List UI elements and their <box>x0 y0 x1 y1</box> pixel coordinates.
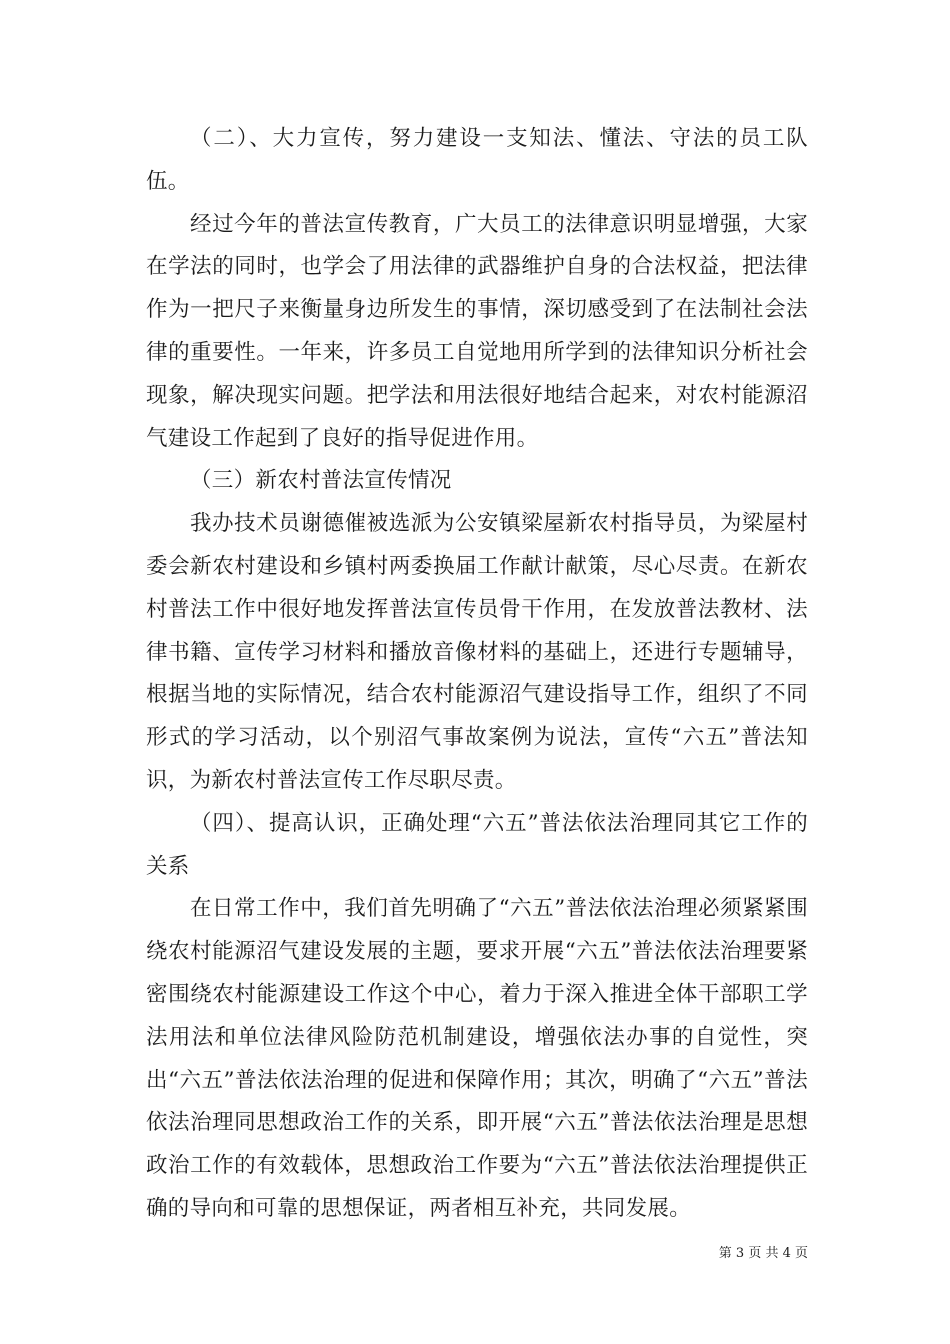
paragraph-daily-work: 在日常工作中，我们首先明确了“六五”普法依法治理必须紧紧围绕农村能源沼气建设发展的主题，要求开展“六五”普法依法治理要紧密围绕农村能源建设工作这个中心，着力于深入推进全体干部职工学法用法和单位法律风险防范机制建设，增强依法办事的自觉性，突出“六五”普法依法治理的促进和保障作用；其次，明确了“六五”普法依法治理同思想政治工作的关系，即开展“六五”普法依法治理是思想政治工作的有效载体，思想政治工作要为“六五”普法依法治理提供正确的导向和可靠的思想保证，两者相互补充，共同发展。 <box>146 896 808 1221</box>
paragraph-legal-awareness: 经过今年的普法宣传教育，广大员工的法律意识明显增强，大家在学法的同时，也学会了用法律的武器维护自身的合法权益，把法律作为一把尺子来衡量身边所发生的事情，深切感受到了在法制社会法律的重要性。一年来，许多员工自觉地用所学到的法律知识分析社会现象，解决现实问题。把学法和用法很好地结合起来，对农村能源沼气建设工作起到了良好的指导促进作用。 <box>146 211 808 451</box>
section-heading-four: （四）、提高认识，正确处理“六五”普法依法治理同其它工作的关系 <box>146 810 808 879</box>
document-body <box>146 118 808 1231</box>
section-heading-two: （二）、大力宣传，努力建设一支知法、懂法、守法的员工队伍。 <box>146 126 808 194</box>
section-heading-three: （三）新农村普法宣传情况 <box>190 468 452 494</box>
page-number-footer: 第 3 页 共 4 页 <box>718 1246 808 1261</box>
paragraph-new-countryside: 我办技术员谢德催被选派为公安镇梁屋新农村指导员，为梁屋村委会新农村建设和乡镇村两委换届工作献计献策，尽心尽责。在新农村普法工作中很好地发挥普法宣传员骨干作用，在发放普法教材、法律书籍、宣传学习材料和播放音像材料的基础上，还进行专题辅导，根据当地的实际情况，结合农村能源沼气建设指导工作，组织了不同形式的学习活动，以个别沼气事故案例为说法，宣传“六五”普法知识，为新农村普法宣传工作尽职尽责。 <box>146 511 808 793</box>
